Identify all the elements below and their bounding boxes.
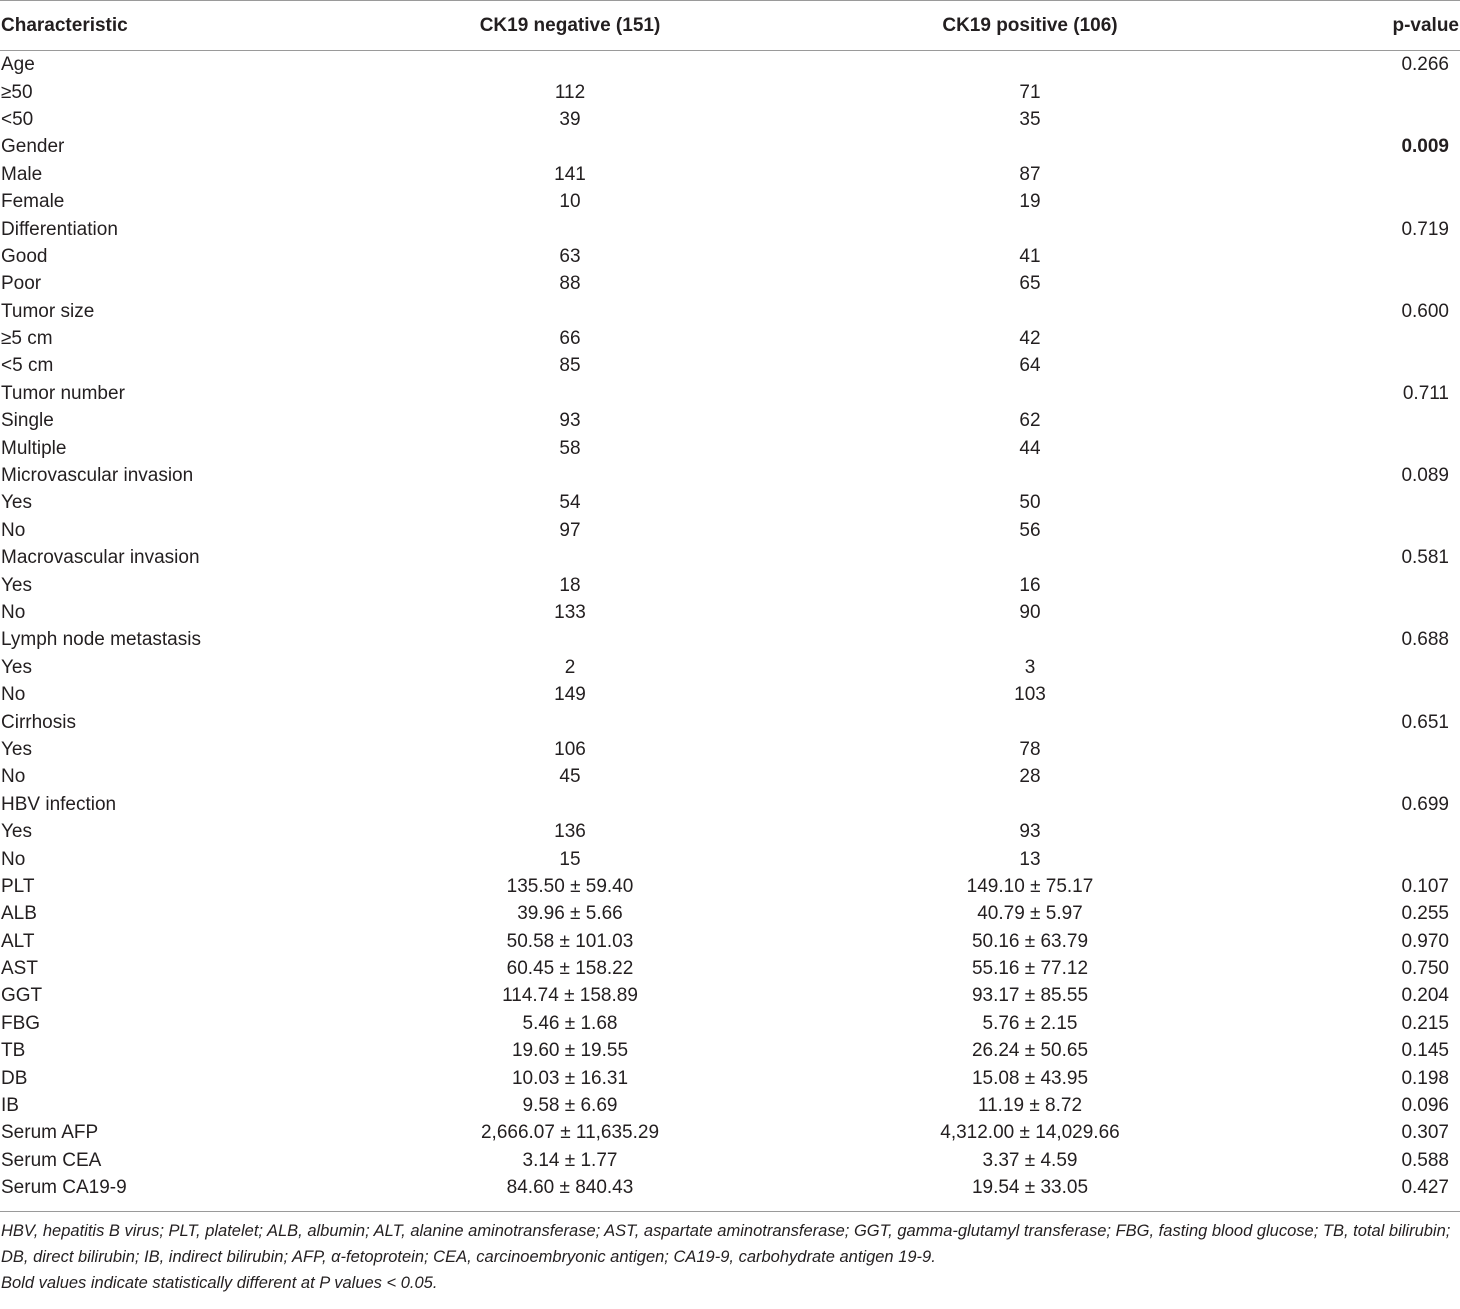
characteristics-table <box>0 1 1460 1201</box>
table-row <box>0 325 1460 352</box>
row-characteristic: Yes <box>1 574 32 596</box>
table-row <box>0 434 1460 461</box>
row-ck19-positive: 40.79 ± 5.97 <box>977 903 1083 925</box>
table-footnote <box>0 1212 1451 1296</box>
row-characteristic: Tumor number <box>1 382 125 404</box>
row-ck19-positive: 87 <box>1019 163 1041 185</box>
row-ck19-positive: 56 <box>1019 519 1041 541</box>
row-p-value <box>1260 517 1460 544</box>
row-p-value: 0.204 <box>1401 985 1449 1007</box>
row-p-value <box>1260 106 1460 133</box>
row-characteristic: No <box>1 848 26 870</box>
footnote-abbreviations: HBV, hepatitis B virus; PLT, platelet; ALB, albumin; ALT, alanine aminotransferase; AST, aspartate aminotransferase; GGT, gamma-glutamyl transferase; FBG, fasting blood glucose; TB, total bilirubin; DB, direct bilirubin; IB, indirect bilirubin; AFP, α-fetoprotein; CEA, carcinoembryonic antigen; CA19-9, carbohydrate antigen 19-9. <box>1 1222 1451 1267</box>
row-ck19-positive <box>800 544 1260 571</box>
table-row <box>0 462 1460 489</box>
header-ck19-positive: CK19 positive (106) <box>800 1 1260 51</box>
row-characteristic: No <box>1 602 26 623</box>
row-characteristic: Tumor size <box>1 300 95 322</box>
row-ck19-positive: 78 <box>1019 738 1041 760</box>
row-ck19-negative: 135.50 ± 59.40 <box>506 875 634 897</box>
row-p-value: 0.107 <box>1401 875 1449 897</box>
row-ck19-positive: 16 <box>1019 574 1041 596</box>
row-ck19-positive: 64 <box>1019 355 1041 377</box>
row-ck19-positive: 26.24 ± 50.65 <box>971 1040 1089 1062</box>
row-p-value <box>1260 270 1460 297</box>
row-ck19-negative: 50.58 ± 101.03 <box>506 930 634 952</box>
row-p-value: 0.711 <box>1402 382 1449 404</box>
row-ck19-positive: 19.54 ± 33.05 <box>971 1177 1089 1199</box>
row-characteristic: Lymph node metastasis <box>1 629 201 651</box>
row-p-value <box>1260 352 1460 379</box>
row-ck19-positive <box>800 462 1260 489</box>
table-row <box>0 352 1460 379</box>
row-ck19-negative: 106 <box>554 738 586 760</box>
row-ck19-positive <box>800 708 1260 735</box>
row-p-value <box>1260 188 1460 215</box>
table-row <box>0 1119 1460 1146</box>
row-p-value <box>1260 763 1460 790</box>
row-ck19-negative: 10.03 ± 16.31 <box>511 1067 629 1089</box>
row-ck19-negative: 84.60 ± 840.43 <box>506 1177 634 1199</box>
row-ck19-positive: 93 <box>1019 821 1041 843</box>
row-characteristic: No <box>1 519 26 541</box>
row-characteristic: Cirrhosis <box>1 711 76 733</box>
row-characteristic: Gender <box>1 136 65 158</box>
row-ck19-negative <box>340 462 800 489</box>
row-ck19-negative <box>340 380 800 407</box>
row-p-value: 0.651 <box>1401 711 1449 733</box>
row-ck19-negative: 58 <box>559 437 581 459</box>
row-ck19-negative: 39.96 ± 5.66 <box>517 903 623 925</box>
row-ck19-positive: 71 <box>1019 81 1041 103</box>
row-characteristic: Yes <box>1 656 32 678</box>
row-p-value: 0.970 <box>1401 930 1449 952</box>
row-characteristic: Female <box>1 191 65 213</box>
row-ck19-negative: 3.14 ± 1.77 <box>522 1149 618 1171</box>
row-ck19-positive: 28 <box>1019 766 1041 788</box>
row-ck19-positive: 90 <box>1019 602 1041 623</box>
row-ck19-negative: 149 <box>554 684 586 706</box>
row-characteristic: Yes <box>1 492 32 514</box>
row-p-value <box>1260 434 1460 461</box>
row-ck19-positive: 42 <box>1019 328 1041 350</box>
row-characteristic: Age <box>1 54 35 76</box>
row-ck19-positive <box>800 133 1260 160</box>
row-p-value: 0.427 <box>1401 1177 1449 1199</box>
row-ck19-negative: 18 <box>559 574 581 596</box>
table-row <box>0 571 1460 598</box>
table-row <box>0 298 1460 325</box>
row-ck19-negative: 136 <box>554 821 586 843</box>
row-characteristic: Macrovascular invasion <box>1 547 200 569</box>
table-row <box>0 928 1460 955</box>
row-p-value: 0.266 <box>1401 54 1449 76</box>
row-p-value <box>1260 325 1460 352</box>
row-characteristic: Serum CEA <box>1 1149 102 1171</box>
row-characteristic: Microvascular invasion <box>1 465 194 487</box>
row-characteristic: ≥5 cm <box>1 328 53 350</box>
row-p-value: 0.307 <box>1401 1122 1449 1144</box>
row-ck19-negative: 112 <box>554 81 586 103</box>
table-row <box>0 736 1460 763</box>
row-ck19-negative: 88 <box>559 273 581 295</box>
table-row <box>0 818 1460 845</box>
row-characteristic: GGT <box>1 985 43 1007</box>
table-row <box>0 1092 1460 1119</box>
row-ck19-positive <box>800 298 1260 325</box>
table-row <box>0 106 1460 133</box>
row-p-value <box>1260 818 1460 845</box>
header-characteristic: Characteristic <box>0 1 340 51</box>
row-ck19-positive: 3.37 ± 4.59 <box>982 1149 1078 1171</box>
row-ck19-negative <box>340 626 800 653</box>
row-ck19-positive: 50.16 ± 63.79 <box>971 930 1089 952</box>
row-ck19-negative <box>340 298 800 325</box>
row-p-value <box>1260 78 1460 105</box>
row-p-value <box>1260 571 1460 598</box>
table-row <box>0 900 1460 927</box>
row-characteristic: Multiple <box>1 437 67 459</box>
row-ck19-negative: 45 <box>559 766 581 788</box>
table-row <box>0 845 1460 872</box>
row-ck19-negative: 60.45 ± 158.22 <box>506 958 634 980</box>
row-ck19-negative <box>340 133 800 160</box>
row-characteristic: Serum CA19-9 <box>1 1177 127 1199</box>
row-characteristic: No <box>1 684 26 706</box>
row-characteristic: DB <box>1 1067 28 1089</box>
row-ck19-negative: 97 <box>559 519 581 541</box>
row-ck19-positive: 3 <box>1024 656 1036 678</box>
row-ck19-negative <box>340 544 800 571</box>
row-p-value <box>1260 599 1460 626</box>
table-row <box>0 681 1460 708</box>
row-p-value <box>1260 736 1460 763</box>
row-ck19-negative <box>340 708 800 735</box>
row-characteristic: Poor <box>1 273 42 295</box>
row-characteristic: FBG <box>1 1012 41 1034</box>
row-ck19-negative: 9.58 ± 6.69 <box>522 1095 618 1117</box>
row-characteristic: PLT <box>1 875 35 897</box>
table-row <box>0 517 1460 544</box>
row-ck19-positive: 11.19 ± 8.72 <box>977 1095 1083 1117</box>
row-characteristic: ALB <box>1 903 37 925</box>
row-characteristic: <5 cm <box>1 355 54 377</box>
table-row <box>0 161 1460 188</box>
row-ck19-negative: 39 <box>559 108 581 130</box>
row-ck19-positive: 19 <box>1019 191 1041 213</box>
table-row <box>0 791 1460 818</box>
row-p-value: 0.750 <box>1401 958 1449 980</box>
row-p-value: 0.699 <box>1401 793 1449 815</box>
row-p-value: 0.215 <box>1401 1012 1449 1034</box>
table-header <box>0 1 1460 51</box>
row-characteristic: ALT <box>1 930 35 952</box>
row-ck19-positive: 44 <box>1019 437 1041 459</box>
row-ck19-negative <box>340 215 800 242</box>
row-ck19-negative: 66 <box>559 328 581 350</box>
row-ck19-positive <box>800 626 1260 653</box>
footnote-bold-note: Bold values indicate statistically different at P values < 0.05. <box>1 1274 438 1293</box>
table-row <box>0 955 1460 982</box>
table-row <box>0 544 1460 571</box>
row-p-value: 0.255 <box>1401 903 1449 925</box>
row-p-value <box>1260 243 1460 270</box>
row-ck19-positive: 55.16 ± 77.12 <box>971 958 1089 980</box>
table-row <box>0 1037 1460 1064</box>
table-row <box>0 708 1460 735</box>
row-ck19-negative: 15 <box>559 848 581 870</box>
row-ck19-positive <box>800 791 1260 818</box>
row-ck19-negative: 85 <box>559 355 581 377</box>
row-p-value <box>1260 845 1460 872</box>
table-row <box>0 982 1460 1009</box>
table-row <box>0 489 1460 516</box>
row-characteristic: Yes <box>1 821 32 843</box>
row-ck19-positive <box>800 380 1260 407</box>
table-row <box>0 78 1460 105</box>
row-ck19-positive: 65 <box>1019 273 1041 295</box>
row-p-value <box>1260 681 1460 708</box>
row-ck19-positive: 5.76 ± 2.15 <box>982 1012 1078 1034</box>
row-p-value: 0.600 <box>1401 300 1449 322</box>
row-ck19-positive: 13 <box>1019 848 1041 870</box>
row-p-value: 0.581 <box>1401 547 1449 569</box>
row-ck19-negative: 54 <box>559 492 581 514</box>
row-ck19-negative <box>340 51 800 79</box>
row-ck19-positive: 41 <box>1019 245 1041 267</box>
row-characteristic: No <box>1 766 26 788</box>
row-ck19-negative: 2 <box>564 656 576 678</box>
row-ck19-positive: 103 <box>1014 684 1046 706</box>
row-p-value: 0.089 <box>1401 465 1449 487</box>
row-ck19-negative: 63 <box>559 245 581 267</box>
row-ck19-negative: 19.60 ± 19.55 <box>511 1040 629 1062</box>
table-row <box>0 654 1460 681</box>
row-characteristic: Male <box>1 163 43 185</box>
table-row <box>0 626 1460 653</box>
table-body <box>0 51 1460 1202</box>
table-row <box>0 1064 1460 1091</box>
row-characteristic: Good <box>1 245 48 267</box>
table-row <box>0 873 1460 900</box>
row-p-value: 0.096 <box>1401 1095 1449 1117</box>
row-p-value <box>1260 654 1460 681</box>
row-ck19-negative: 141 <box>554 163 586 185</box>
row-characteristic: HBV infection <box>1 793 117 815</box>
row-characteristic: Yes <box>1 738 32 760</box>
row-ck19-negative: 93 <box>559 410 581 432</box>
row-ck19-negative: 2,666.07 ± 11,635.29 <box>480 1122 660 1144</box>
row-p-value: 0.588 <box>1401 1149 1449 1171</box>
row-ck19-positive: 35 <box>1019 108 1041 130</box>
table-row <box>0 407 1460 434</box>
row-p-value <box>1260 489 1460 516</box>
row-p-value: 0.009 <box>1401 136 1449 158</box>
table-row <box>0 270 1460 297</box>
row-ck19-negative <box>340 791 800 818</box>
row-p-value: 0.719 <box>1401 218 1449 240</box>
row-characteristic: IB <box>1 1095 19 1117</box>
table-row <box>0 133 1460 160</box>
row-characteristic: AST <box>1 958 38 980</box>
row-ck19-negative: 5.46 ± 1.68 <box>522 1012 618 1034</box>
row-p-value <box>1260 407 1460 434</box>
header-ck19-negative: CK19 negative (151) <box>340 1 800 51</box>
row-p-value <box>1260 161 1460 188</box>
row-ck19-negative: 10 <box>559 191 581 213</box>
table-row <box>0 380 1460 407</box>
row-characteristic: TB <box>1 1040 26 1062</box>
row-ck19-positive: 4,312.00 ± 14,029.66 <box>940 1122 1120 1144</box>
row-ck19-positive: 93.17 ± 85.55 <box>971 985 1089 1007</box>
row-ck19-positive: 62 <box>1019 410 1041 432</box>
table-row <box>0 188 1460 215</box>
table-row <box>0 1010 1460 1037</box>
row-characteristic: <50 <box>1 108 34 130</box>
table-row <box>0 215 1460 242</box>
row-p-value: 0.198 <box>1401 1067 1449 1089</box>
row-characteristic: Single <box>1 410 54 432</box>
row-p-value: 0.145 <box>1401 1040 1449 1062</box>
row-characteristic: Serum AFP <box>1 1122 99 1144</box>
row-ck19-positive: 50 <box>1019 492 1041 514</box>
row-ck19-positive <box>800 215 1260 242</box>
row-p-value: 0.688 <box>1401 629 1449 651</box>
header-p-value: p-value <box>1260 1 1460 51</box>
table-row <box>0 51 1460 79</box>
table-row <box>0 243 1460 270</box>
table-row <box>0 763 1460 790</box>
row-ck19-negative: 114.74 ± 158.89 <box>502 985 638 1007</box>
row-ck19-positive: 15.08 ± 43.95 <box>971 1067 1089 1089</box>
row-ck19-positive: 149.10 ± 75.17 <box>966 875 1094 897</box>
row-characteristic: Differentiation <box>1 218 118 240</box>
table-row <box>0 599 1460 626</box>
table-row <box>0 1174 1460 1201</box>
header-row <box>0 1 1460 51</box>
row-ck19-positive <box>800 51 1260 79</box>
row-characteristic: ≥50 <box>1 81 33 103</box>
table-row <box>0 1147 1460 1174</box>
row-ck19-negative: 133 <box>554 602 586 623</box>
